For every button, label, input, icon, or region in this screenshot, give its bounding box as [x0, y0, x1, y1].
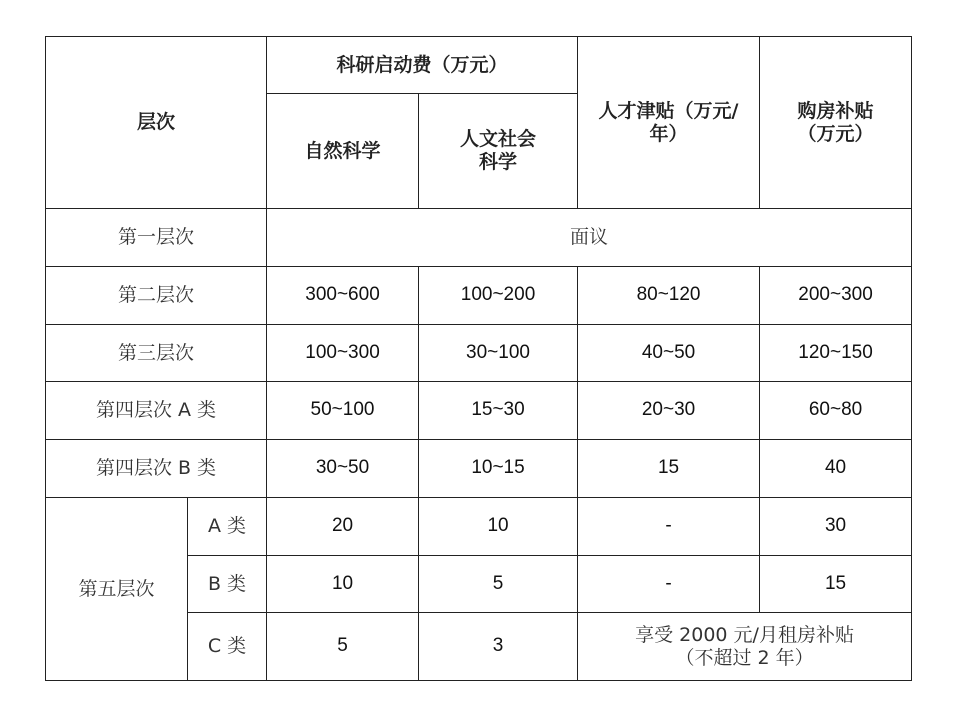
rent-subsidy-line1: 享受 2000 元/月租房补贴	[635, 623, 854, 646]
cell-housing: 60~80	[760, 382, 912, 440]
cell-housing: 30	[760, 498, 912, 556]
table-row	[46, 440, 912, 498]
cell-housing: 15	[760, 556, 912, 613]
cell-natural: 100~300	[267, 325, 419, 382]
cell-natural: 300~600	[267, 267, 419, 325]
cell-humanities: 30~100	[419, 325, 578, 382]
cell-humanities: 100~200	[419, 267, 578, 325]
cell-humanities: 5	[419, 556, 578, 613]
cell-talent: 15	[578, 440, 760, 498]
cell-natural: 10	[267, 556, 419, 613]
header-talent-allowance	[578, 37, 760, 209]
cell-talent: 40~50	[578, 325, 760, 382]
header-natural-science: 自然科学	[267, 94, 419, 209]
header-humanities-line2: 科学	[479, 151, 518, 173]
header-housing-line1: 购房补贴	[797, 99, 874, 122]
cell-talent: -	[578, 498, 760, 556]
rent-subsidy-line2: （不超过 2 年）	[675, 646, 814, 669]
cell-natural: 30~50	[267, 440, 419, 498]
row-label: 第四层次 A 类	[46, 382, 267, 440]
cell-humanities: 10~15	[419, 440, 578, 498]
cell-natural: 50~100	[267, 382, 419, 440]
cell-natural: 5	[267, 613, 419, 681]
row-label: 第二层次	[46, 267, 267, 325]
rent-subsidy-note	[578, 613, 912, 681]
header-talent-line1: 人才津贴（万元/	[598, 99, 739, 122]
cell-natural: 20	[267, 498, 419, 556]
sub-row-label: A 类	[188, 498, 267, 556]
row-label: 第一层次	[46, 209, 267, 267]
header-research-fund: 科研启动费（万元）	[267, 37, 578, 94]
cell-housing: 40	[760, 440, 912, 498]
cell-talent: 20~30	[578, 382, 760, 440]
table-row	[46, 325, 912, 382]
header-housing-subsidy	[760, 37, 912, 209]
subsidy-table	[45, 36, 912, 681]
header-row-1	[46, 37, 912, 94]
sub-row-label: C 类	[188, 613, 267, 681]
row-label: 第四层次 B 类	[46, 440, 267, 498]
table-row	[46, 267, 912, 325]
header-humanities-line1: 人文社会	[460, 128, 537, 151]
header-talent-line2: 年）	[649, 122, 688, 145]
cell-humanities: 15~30	[419, 382, 578, 440]
cell-humanities: 3	[419, 613, 578, 681]
cell-humanities: 10	[419, 498, 578, 556]
cell-talent: -	[578, 556, 760, 613]
cell-housing: 200~300	[760, 267, 912, 325]
sub-row-label: B 类	[188, 556, 267, 613]
table-row	[46, 382, 912, 440]
row-label: 第三层次	[46, 325, 267, 382]
table-row	[46, 209, 912, 267]
header-housing-line2: （万元）	[797, 122, 874, 145]
cell-talent: 80~120	[578, 267, 760, 325]
cell-housing: 120~150	[760, 325, 912, 382]
row-label-level5: 第五层次	[46, 498, 188, 681]
header-humanities	[419, 94, 578, 209]
negotiable-cell: 面议	[267, 209, 912, 267]
table-row	[46, 498, 912, 556]
header-level: 层次	[46, 37, 267, 209]
